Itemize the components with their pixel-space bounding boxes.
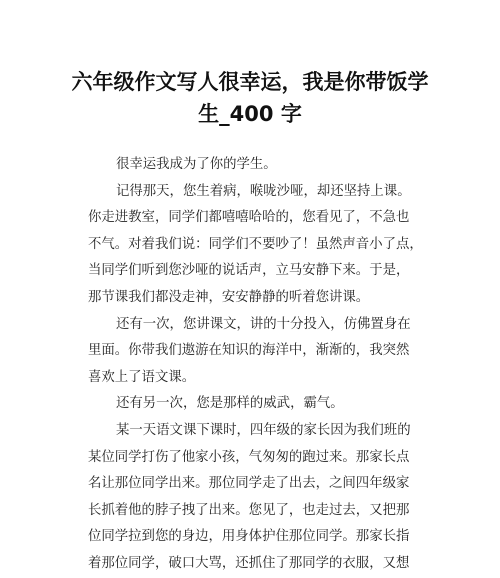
text-line: 里面。你带我们遨游在知识的海洋中，渐渐的，我突然	[88, 343, 410, 359]
document-title	[60, 66, 440, 130]
text-line: 不气。对着我们说：同学们不要吵了！虽然声音小了点，	[88, 236, 423, 252]
text-line: 当同学们听到您沙哑的说话声，立马安静下来。于是，	[88, 263, 410, 279]
title-line-1: 六年级作文写人很幸运，我是你带饭学	[71, 70, 429, 94]
text-line: 喜欢上了语文课。	[88, 369, 196, 385]
text-line: 着那位同学，破口大骂，还抓住了那同学的衣服，又想	[88, 555, 410, 571]
text-line: 名让那位同学出来。那位同学走了出去，之间四年级家	[88, 476, 410, 492]
text-line: 某位同学打伤了他家小孩，气匆匆的跑过来。那家长点	[88, 449, 410, 465]
text-line: 某一天语文课下课时，四年级的家长因为我们班的	[116, 422, 411, 438]
text-line: 位同学拉到您的身边，用身体护住那位同学。那家长指	[88, 529, 410, 545]
text-line: 记得那天，您生着病，喉咙沙哑，却还坚持上课。	[116, 183, 411, 199]
text-line: 长抓着他的脖子拽了出来。您见了，也走过去，又把那	[88, 502, 410, 518]
text-line: 那节课我们都没走神，安安静静的听着您讲课。	[88, 289, 370, 305]
text-line: 很幸运我成为了你的学生。	[116, 157, 277, 172]
text-line: 你走进教室，同学们都嘻嘻哈哈的，您看见了，不急也	[88, 210, 410, 226]
text-line: 还有另一次，您是那样的威武，霸气。	[116, 396, 344, 412]
document-body	[88, 152, 424, 578]
text-line: 还有一次，您讲课文，讲的十分投入，仿佛置身在	[116, 316, 411, 332]
title-line-2: 生_400 字	[198, 102, 302, 126]
